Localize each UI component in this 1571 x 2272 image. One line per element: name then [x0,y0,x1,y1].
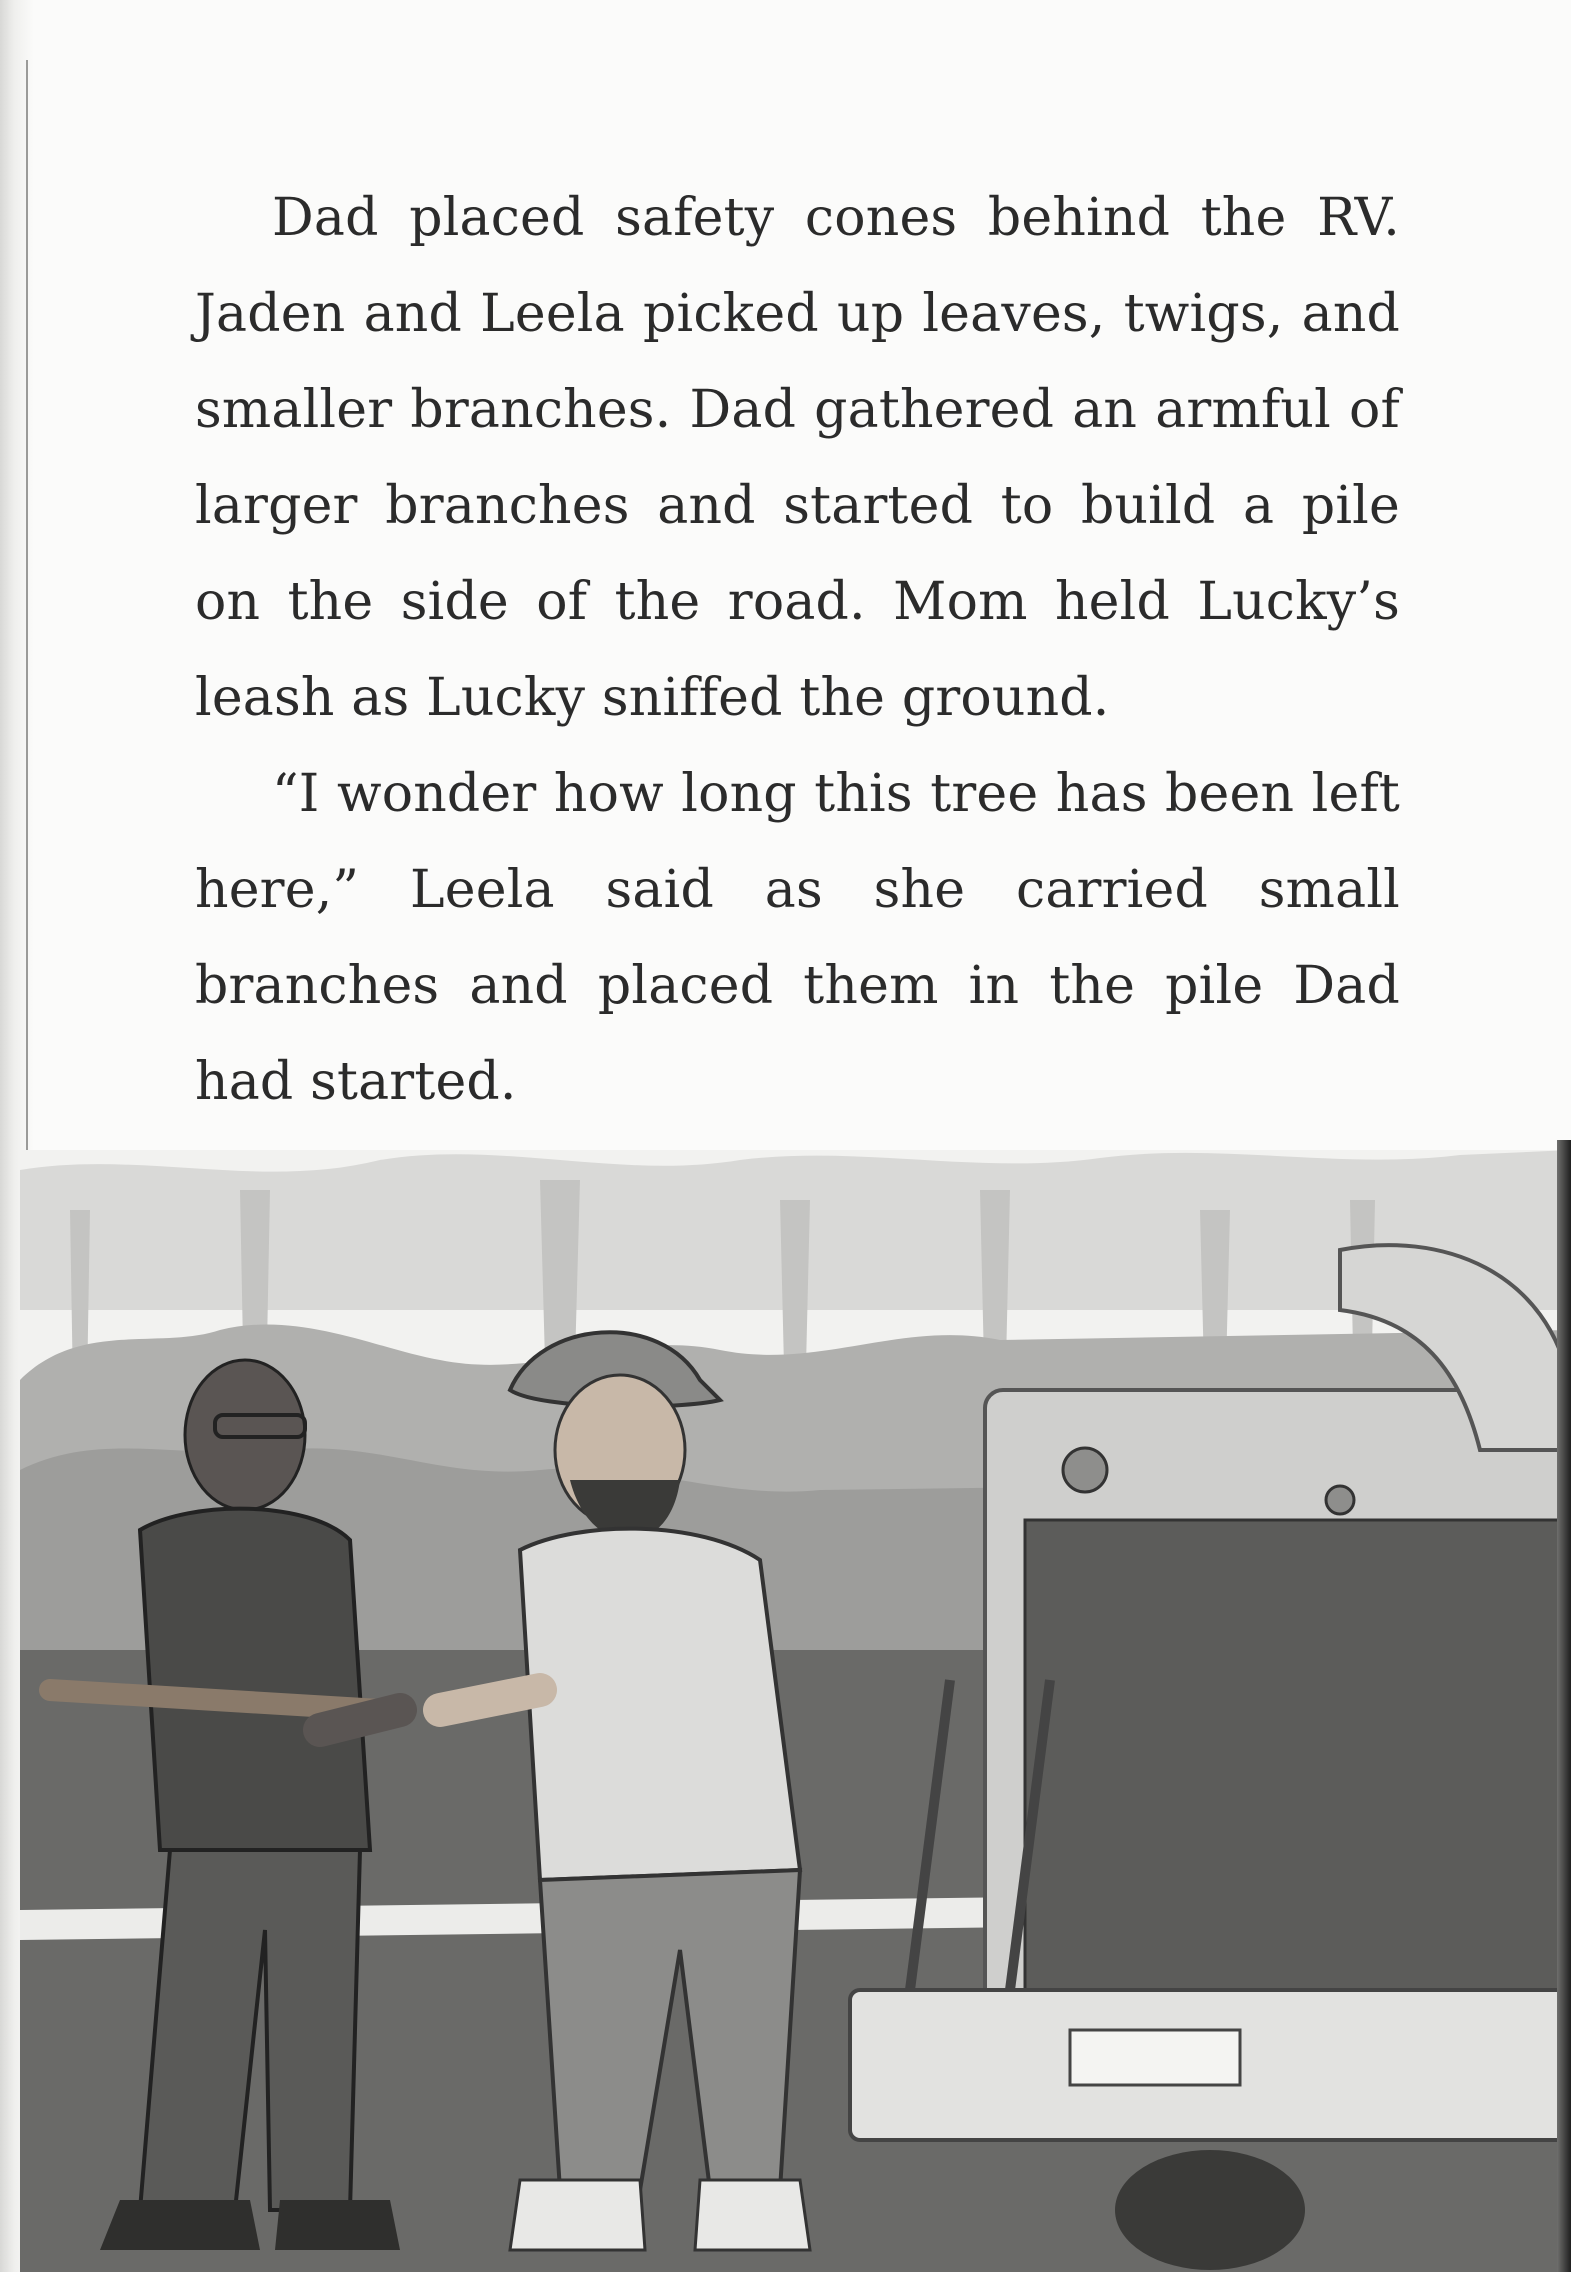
page-edge-right [1557,1140,1571,2272]
jacket [520,1529,800,1880]
tailgate-cover [1025,1520,1565,2040]
story-text [195,170,1400,1226]
paragraph-1: Dad placed safety cones behind the RV. Jaden and Leela picked up leaves, twigs, and smaller branches. Dad gathered an armful of larger branches and started to build a pile on the side of the road. Mom held Lucky’s leash as Lucky sniffed the ground. [195,188,1400,728]
tire [1115,2150,1305,2270]
handshake-arm [440,1690,540,1710]
paragraph-2: “I wonder how long this tree has been left here,” Leela said as she carried small branches and placed them in the pile Dad had started. [195,764,1400,1112]
dark-shirt [140,1509,370,1850]
illustration-svg [20,1150,1571,2272]
story-illustration [20,1150,1571,2272]
license-plate [1070,2030,1240,2085]
